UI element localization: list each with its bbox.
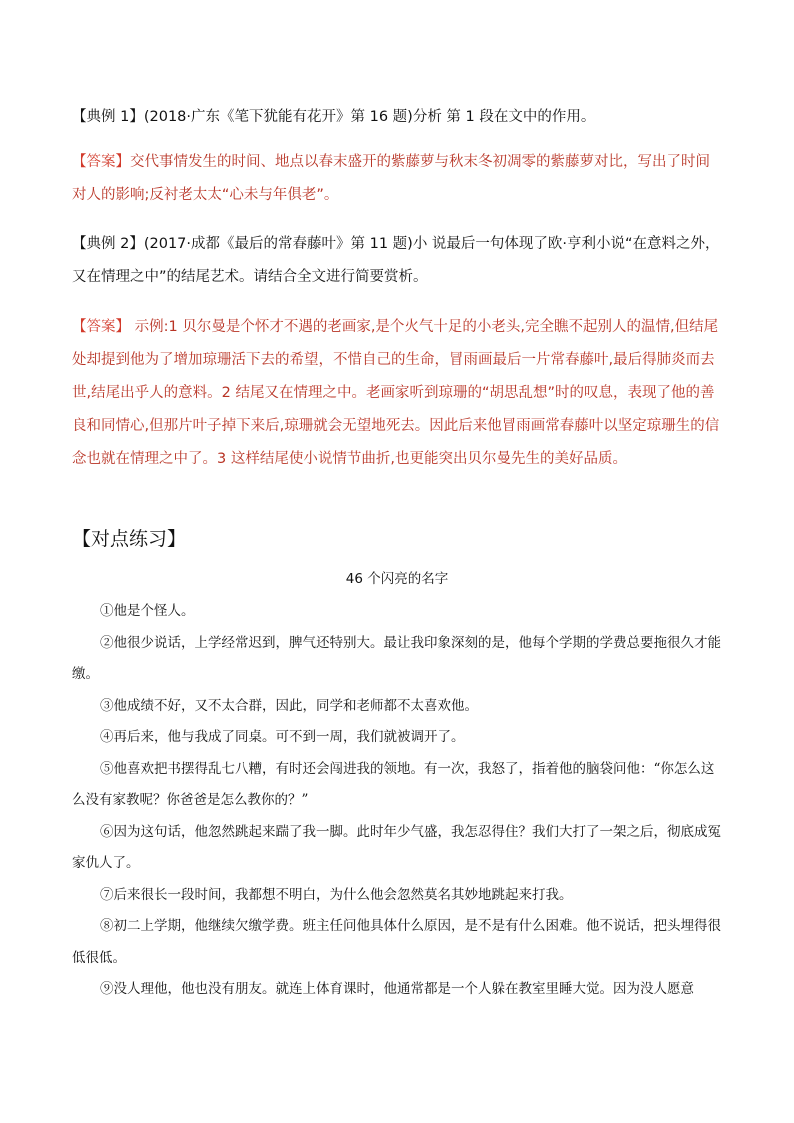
story-paragraph: ⑦后来很长一段时间，我都想不明白，为什么他会忽然莫名其妙地跳起来打我。 — [100, 886, 573, 903]
answer-text: 示例:1 贝尔曼是个怀才不遇的老画家,是个火气十足的小老头,完全瞧不起别人的温情,但结尾处却提到他为了增加琼珊活下去的希望，不惜自己的生命，冒雨画最后一片常春藤叶,最后得肺炎而去世,结尾出乎人的意料。2 结尾又在情理之中。老画家听到琼珊的“胡思乱想”时的叹息，表现了他的善良和同情心,但那片叶子掉下来后,琼珊就会无望地死去。因此后来他冒雨画常春藤叶以坚定琼珊生的信念也就在情理之中了。3 这样结尾使小说情节曲折,也更能突出贝尔曼先生的美好品质。 — [72, 319, 720, 467]
story-paragraph: ①他是个怪人。 — [100, 603, 195, 619]
example-1-answer — [72, 146, 722, 212]
story-paragraph: ⑥因为这句话，他忽然跳起来踹了我一脚。此时年少气盛，我怎忍得住？我们大打了一架之后，彻底成冤家仇人了。 — [72, 823, 721, 871]
story-body — [72, 596, 722, 1006]
example-1-question: 【典例 1】(2018·广东《笔下犹能有花开》第 16 题)分析 第 1 段在文中的作用。 — [72, 109, 596, 125]
story-paragraph: ②他很少说话，上学经常迟到，脾气还特别大。最让我印象深刻的是，他每个学期的学费总要拖很久才能缴。 — [72, 634, 721, 682]
story-paragraph: ④再后来，他与我成了同桌。可不到一周，我们就被调开了。 — [100, 729, 465, 745]
story-paragraph: ⑤他喜欢把书摆得乱七八糟，有时还会闯进我的领地。有一次，我怒了，指着他的脑袋问他：“你怎么这么没有家教呢？你爸爸是怎么教你的？” — [72, 760, 715, 808]
answer-tag: 【答案】 — [72, 319, 130, 335]
answer-tag: 【答案】 — [72, 154, 130, 170]
story-paragraph: ⑧初二上学期，他继续欠缴学费。班主任问他具体什么原因，是不是有什么困难。他不说话，把头埋得很低很低。 — [72, 918, 721, 966]
answer-text: 交代事情发生的时间、地点以春末盛开的紫藤萝与秋末冬初凋零的紫藤萝对比，写出了时间对人的影响;反衬老太太“心未与年俱老”。 — [72, 154, 710, 203]
practice-heading: 【对点练习】 — [72, 528, 187, 550]
story-paragraph: ③他成绩不好，又不太合群，因此，同学和老师都不太喜欢他。 — [100, 697, 478, 714]
story-title: 46 个闪亮的名字 — [345, 571, 449, 587]
example-2-answer — [72, 311, 722, 476]
story-paragraph: ⑨没人理他，他也没有朋友。就连上体育课时，他通常都是一个人躲在教室里睡大觉。因为没人愿意 — [100, 981, 694, 997]
example-2-question: 【典例 2】(2017·成都《最后的常春藤叶》第 11 题)小 说最后一句体现了欧·亨利小说“在意料之外，又在情理之中”的结尾艺术。请结合全文进行简要赏析。 — [72, 236, 720, 285]
